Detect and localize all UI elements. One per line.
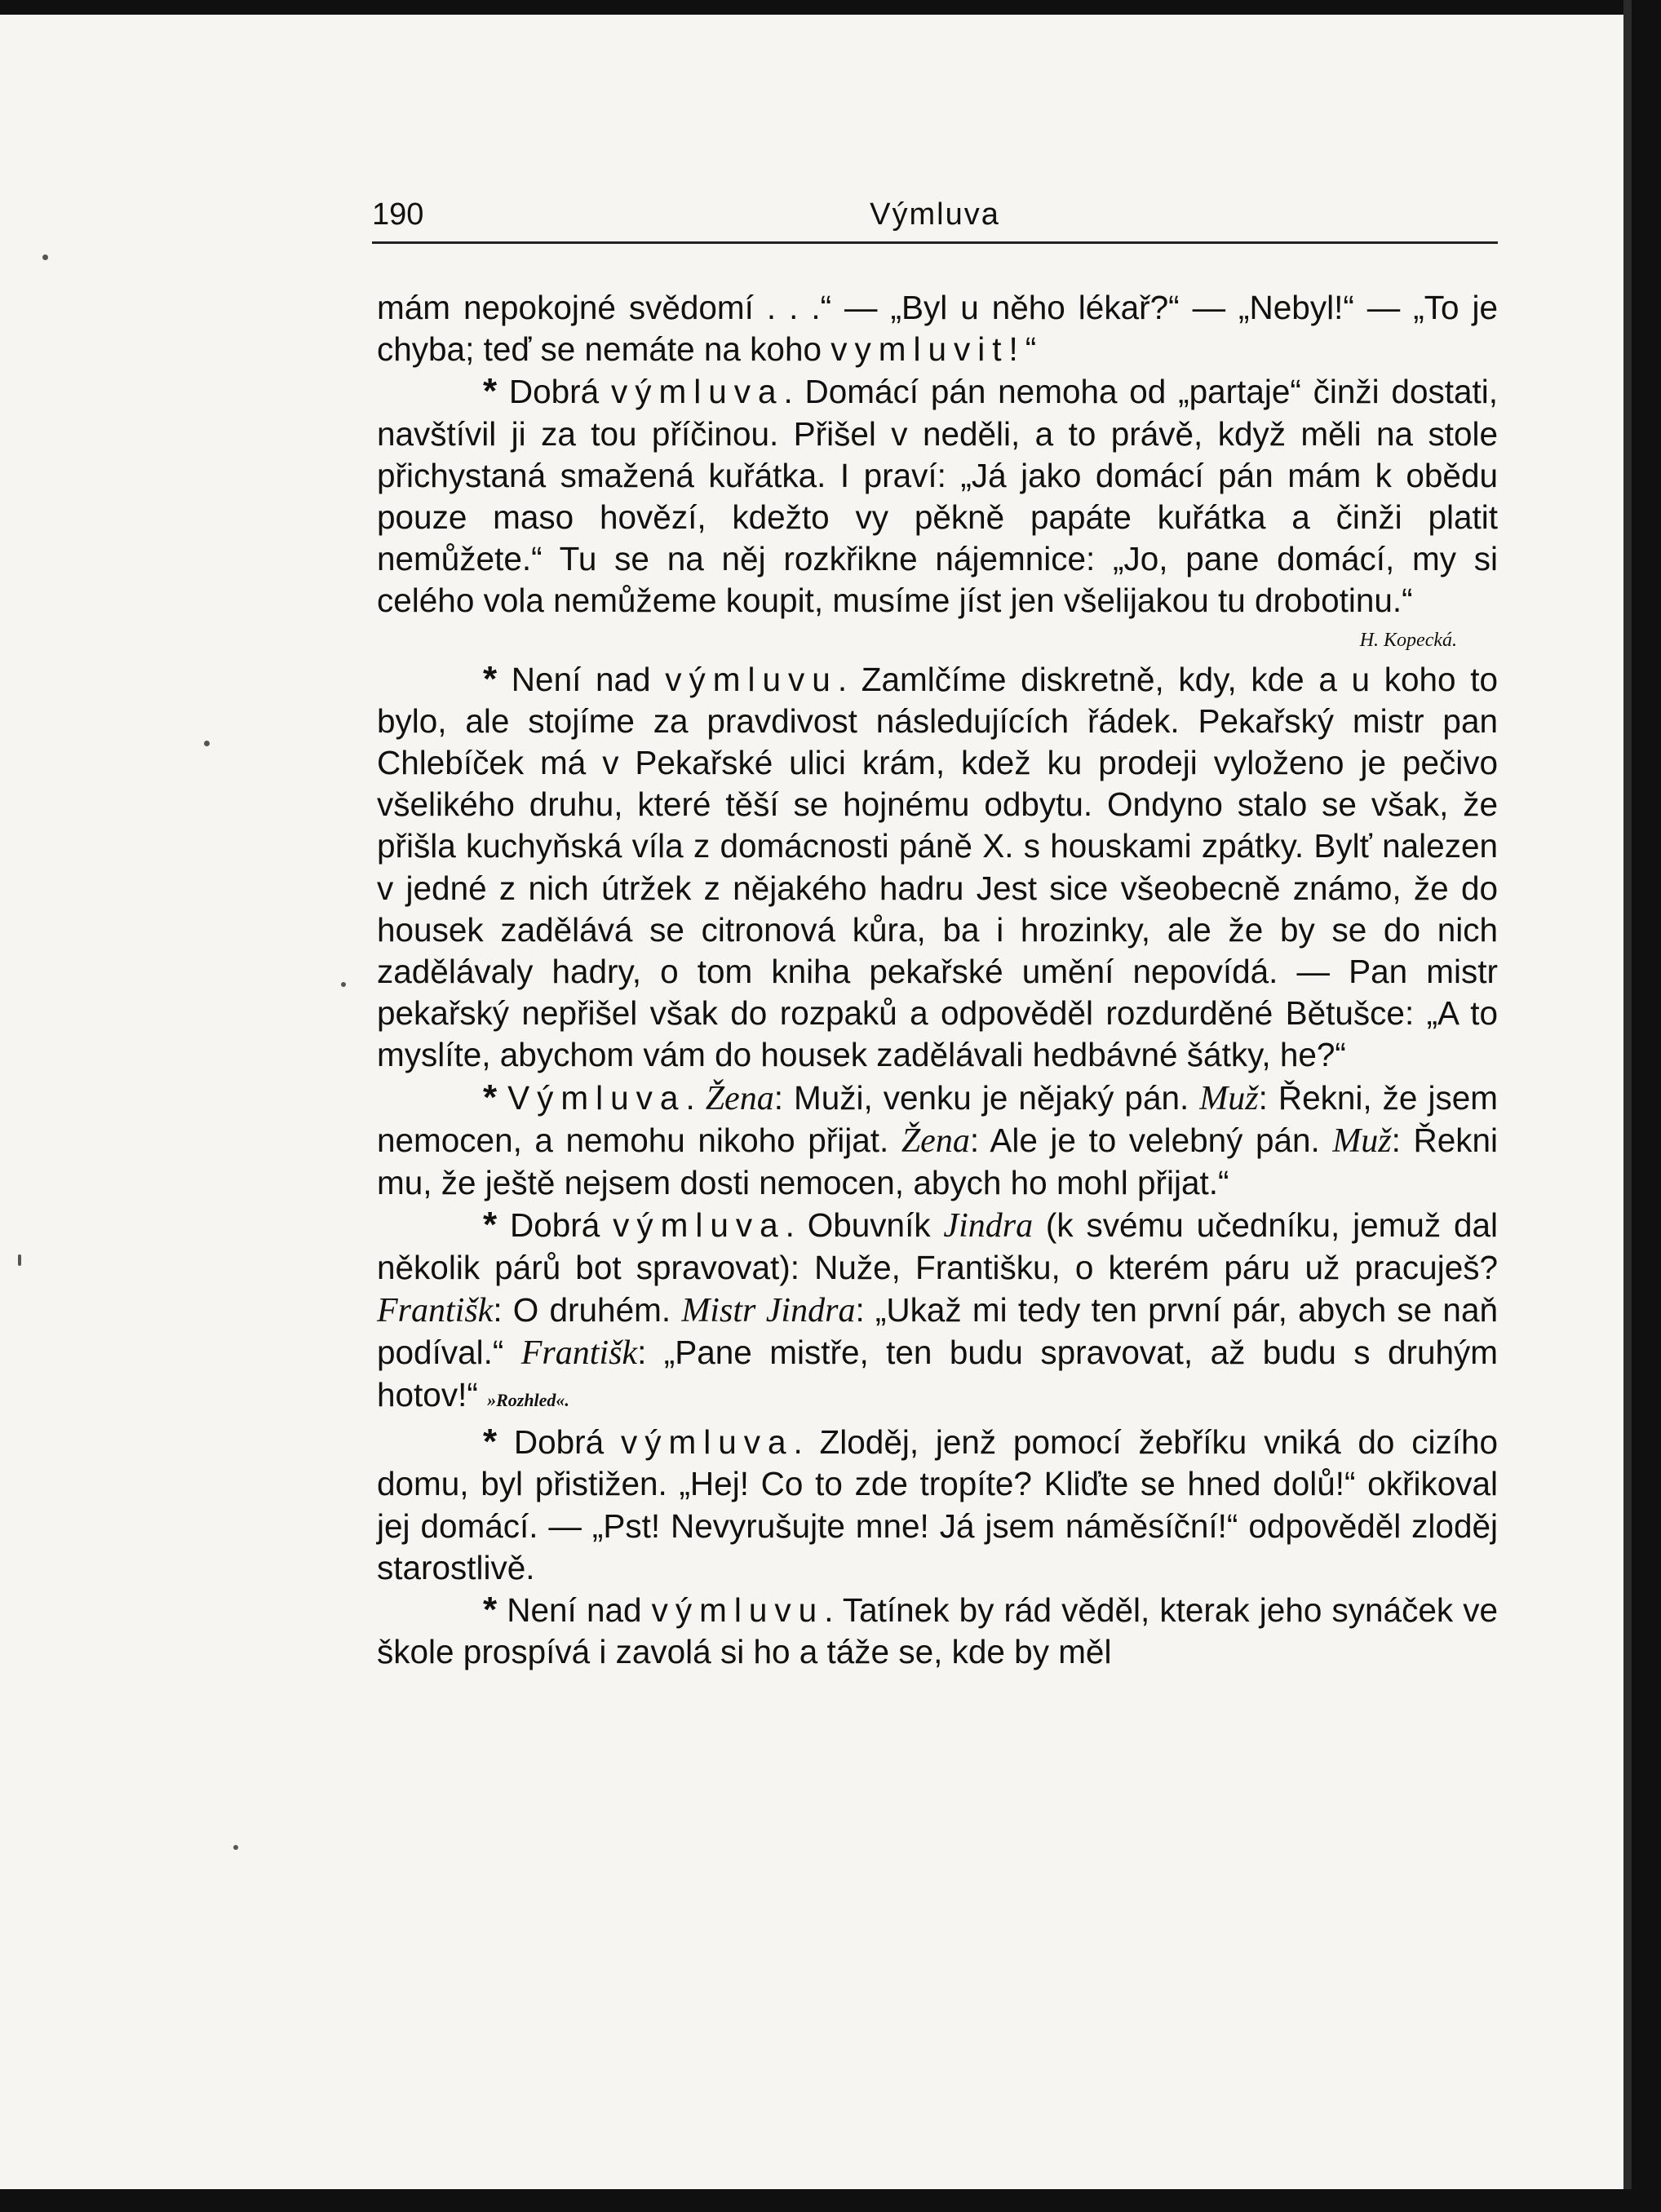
scan-border-bottom: [0, 2189, 1661, 2212]
asterisk-icon: *: [483, 1205, 498, 1245]
speaker-name: Františk: [520, 1334, 638, 1372]
scan-speck: [18, 1254, 21, 1266]
scan-speck: [341, 982, 346, 987]
anecdote-entry: * Dobrá výmluva. Obuvník Jindra (k svému učedníku, jemuž dal několik párů bot spravovat): Nuže, Františku, o kterém páru už pracuješ? Františk: O druhém. Mistr Jindra: „Ukaž mi tedy ten první pár, abych se naň podíval.“ Františk: „Pane mistře, ten budu spravovat, až budu s druhým hotov!“ »Rozhled«.: [377, 1205, 1498, 1414]
entry-keyword: výmluva: [610, 373, 784, 411]
scan-border-right-shadow: [1623, 0, 1632, 2212]
anecdote-entry: * Dobrá výmluva. Domácí pán nemoha od „partaje“ činži dostati, navštívil ji za tou příčinou. Přišel v neděli, a to právě, když měli na stole přichystaná smažená kuřátka. I praví: „Já jako domácí pán mám k obědu pouze maso hovězí, kdežto vy pěkně papáte kuřátka a činži platit nemůžete.“ Tu se na něj rozkřikne nájemnice: „Jo, pane domácí, my si celého vola nemůžeme koupit, musíme jíst jen všelijakou tu drobotinu.“: [377, 371, 1499, 620]
asterisk-icon: *: [483, 1077, 498, 1117]
author-signature: H. Kopecká.: [1359, 629, 1457, 651]
entry-keyword: výmluva: [620, 1423, 794, 1462]
asterisk-icon: *: [483, 371, 498, 412]
speaker-name: Žena: [705, 1079, 774, 1117]
speaker-name: Františk: [377, 1291, 494, 1329]
anecdote-entry: * Není nad výmluvu. Tatínek by rád věděl, kterak jeho synáček ve škole prospívá i zavolá si ho a táže se, kde by měl: [377, 1590, 1498, 1671]
scan-speck: [204, 741, 210, 746]
anecdote-entry: * Není nad výmluvu. Zamlčíme diskretně, kdy, kde a u koho to bylo, ale stojíme za pravdivost následujících řádek. Pekařský mistr pan Chlebíček má v Pekařské ulici krám, kdež ku prodeji vyloženo je pečivo všelikého druhu, které těší se hojnému odbytu. Ondyno stalo se však, že přišla kuchyňská víla z domácnosti páně X. s houskami zpátky. Bylť nalezen v jedné z nich útržek z nějakého hadru Jest sice všeobecně známo, že do housek zadělává se citronová kůra, ba i hrozinky, ale že by se do nich zadělávaly hadry, o tom kniha pekařské umění nepovídá. — Pan mistr pekařský nepřišel však do rozpaků a odpověděl rozdurděné Bětušce: „A to myslíte, abychom vám do housek zadělávali hedbávné šátky, he?“: [377, 658, 1498, 1074]
page-number: 190: [372, 197, 424, 232]
page-body: [377, 287, 1498, 1674]
asterisk-icon: *: [483, 1422, 498, 1462]
speaker-name: Muž: [1199, 1079, 1259, 1117]
source-citation: »Rozhled«.: [487, 1390, 569, 1411]
entry-keyword: výmluvu: [665, 660, 838, 698]
entry-keyword: Výmluva: [507, 1078, 686, 1117]
page-header: [372, 197, 1498, 237]
asterisk-icon: *: [483, 1590, 498, 1630]
speaker-name: Jindra: [943, 1207, 1034, 1245]
scan-speck: [42, 254, 48, 260]
anecdote-entry: * Dobrá výmluva. Zloděj, jenž pomocí žebříku vniká do cizího domu, byl přistižen. „Hej! Co to zde tropíte? Kliďte se hned dolů!“ okřikoval jej domácí. — „Pst! Nevyrušujte mne! Já jsem náměsíční!“ odpověděl zloděj starostlivě.: [377, 1422, 1499, 1586]
opening-paragraph: mám nepokojné svědomí . . .“ — „Byl u něho lékař?“ — „Nebyl!“ — „To je chyba; teď se nemáte na koho vymluvit!“: [377, 289, 1498, 369]
asterisk-icon: *: [483, 658, 498, 699]
header-rule: [372, 241, 1498, 244]
scan-border-top: [0, 0, 1661, 15]
speaker-name: Žena: [901, 1121, 970, 1160]
anecdote-entry: * Výmluva. Žena: Muži, venku je nějaký pán. Muž: Řekni, že jsem nemocen, a nemohu nikoho přijat. Žena: Ale je to velebný pán. Muž: Řekni mu, že ještě nejsem dosti nemocen, abych ho mohl přijat.“: [377, 1077, 1498, 1202]
running-title: Výmluva: [870, 197, 1000, 232]
scan-border-right: [1632, 0, 1661, 2212]
entry-keyword: výmluvu: [651, 1591, 825, 1630]
speaker-name: Mistr Jindra: [681, 1291, 856, 1329]
entry-keyword: výmluva: [613, 1206, 786, 1245]
scan-speck: [233, 1845, 238, 1850]
speaker-name: Muž: [1332, 1121, 1392, 1160]
